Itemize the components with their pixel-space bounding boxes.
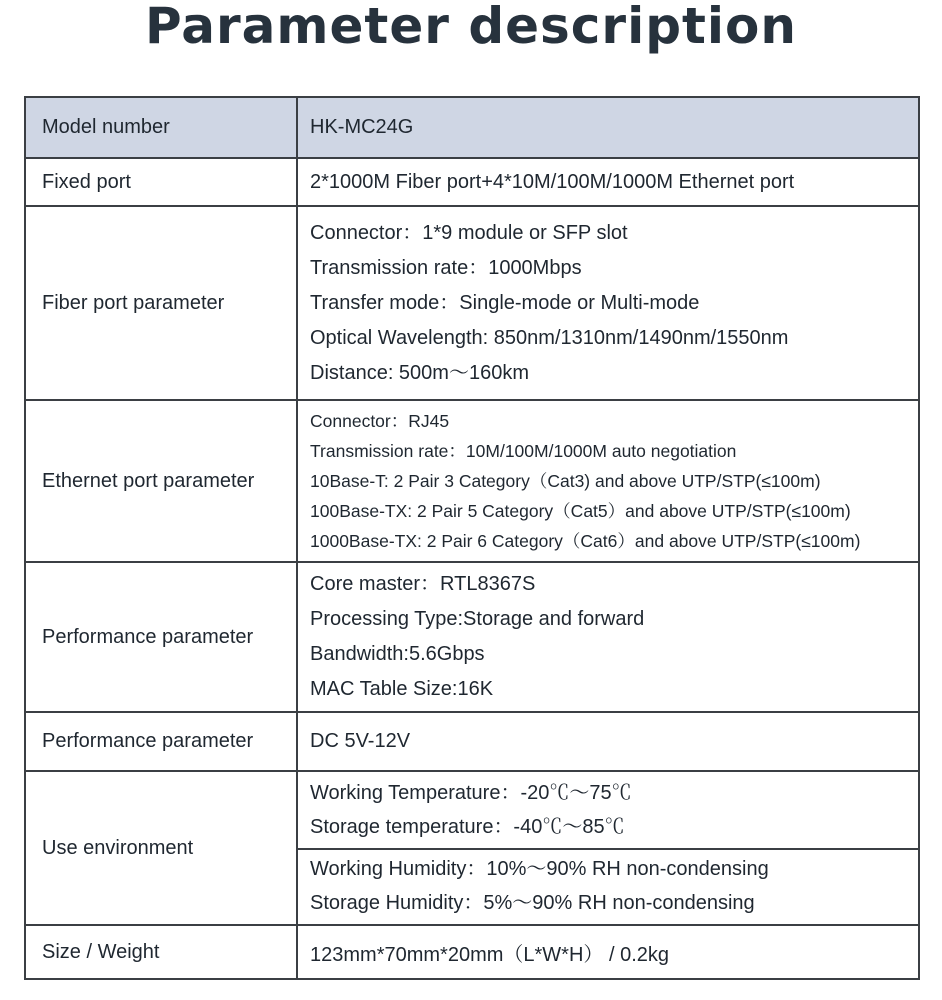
environment-row bbox=[25, 771, 919, 925]
ethernet-100base-tx: 100Base-TX: 2 Pair 5 Category（Cat5）and above UTP/STP(≤100m) bbox=[310, 501, 851, 521]
fiber-transmission-rate: Transmission rate：1000Mbps bbox=[310, 256, 582, 279]
working-temperature: Working Temperature：-20℃～75℃ bbox=[310, 782, 632, 804]
temperature-block bbox=[310, 776, 918, 848]
size-weight-value: 123mm*70mm*20mm（L*W*H） / 0.2kg bbox=[297, 925, 919, 979]
humidity-block bbox=[298, 848, 918, 920]
fiber-port-row bbox=[25, 206, 919, 400]
performance-value bbox=[297, 562, 919, 712]
performance-label: Performance parameter bbox=[25, 562, 297, 712]
fiber-port-label: Fiber port parameter bbox=[25, 206, 297, 400]
storage-temperature: Storage temperature：-40℃～85℃ bbox=[310, 816, 625, 838]
environment-value bbox=[297, 771, 919, 925]
fiber-transfer-mode: Transfer mode：Single-mode or Multi-mode bbox=[310, 291, 700, 314]
model-number-value: HK-MC24G bbox=[297, 97, 919, 158]
processing-type: Processing Type:Storage and forward bbox=[310, 608, 645, 630]
fixed-port-label: Fixed port bbox=[25, 158, 297, 206]
working-humidity: Working Humidity：10%～90% RH non-condensing bbox=[310, 858, 769, 880]
core-master: Core master：RTL8367S bbox=[310, 573, 536, 595]
page-title: Parameter description bbox=[144, 0, 797, 55]
model-number-label: Model number bbox=[25, 97, 297, 158]
fiber-wavelength: Optical Wavelength: 850nm/1310nm/1490nm/1550nm bbox=[310, 326, 789, 349]
ethernet-transmission-rate: Transmission rate：10M/100M/1000M auto negotiation bbox=[310, 441, 737, 461]
ethernet-connector: Connector：RJ45 bbox=[310, 411, 450, 431]
fiber-connector: Connector：1*9 module or SFP slot bbox=[310, 221, 628, 244]
table-header-row bbox=[25, 97, 919, 158]
fiber-port-value bbox=[297, 206, 919, 400]
power-label: Performance parameter bbox=[25, 712, 297, 771]
ethernet-port-label: Ethernet port parameter bbox=[25, 400, 297, 562]
performance-row bbox=[25, 562, 919, 712]
fixed-port-value: 2*1000M Fiber port+4*10M/100M/1000M Ethernet port bbox=[297, 158, 919, 206]
environment-label: Use environment bbox=[25, 771, 297, 925]
fiber-distance: Distance: 500m～160km bbox=[310, 361, 529, 384]
size-weight-row bbox=[25, 925, 919, 979]
spec-table bbox=[24, 96, 920, 980]
ethernet-port-value bbox=[297, 400, 919, 562]
ethernet-1000base-tx: 1000Base-TX: 2 Pair 6 Category（Cat6）and above UTP/STP(≤100m) bbox=[310, 531, 861, 551]
power-row bbox=[25, 712, 919, 771]
ethernet-10base-t: 10Base-T: 2 Pair 3 Category（Cat3) and above UTP/STP(≤100m) bbox=[310, 471, 821, 491]
size-weight-label: Size / Weight bbox=[25, 925, 297, 979]
ethernet-port-row bbox=[25, 400, 919, 562]
storage-humidity: Storage Humidity：5%～90% RH non-condensing bbox=[310, 892, 755, 914]
bandwidth: Bandwidth:5.6Gbps bbox=[310, 643, 485, 665]
fixed-port-row bbox=[25, 158, 919, 206]
power-value: DC 5V-12V bbox=[297, 712, 919, 771]
mac-table-size: MAC Table Size:16K bbox=[310, 678, 494, 700]
